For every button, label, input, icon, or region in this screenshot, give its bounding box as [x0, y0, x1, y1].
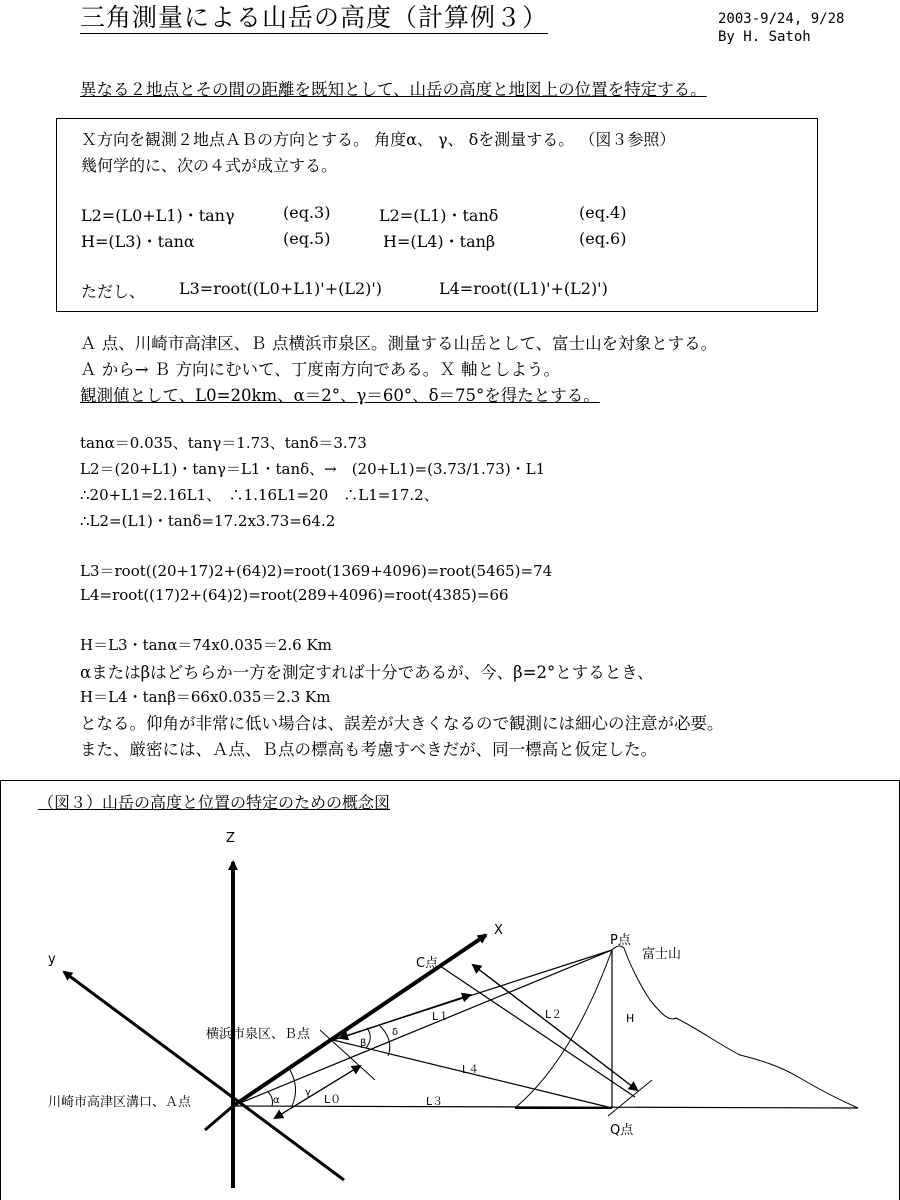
calc-line-10: となる。仰角が非常に低い場合は、誤差が大きくなるので観測には細心の注意が必要。 — [80, 714, 724, 733]
date-text: 2003-9/24, 9/28 — [718, 11, 845, 27]
calc-line-6: L4=root((17)2+(64)2)=root(289+4096)=root(4385)=66 — [80, 586, 509, 604]
eq-5: H=(L3)・tanα — [81, 232, 195, 251]
paragraph-direction: Ａ から→ Ｂ 方向にむいて、丁度南方向である。Ｘ 軸としよう。 — [80, 360, 560, 379]
angle-gamma-arc — [290, 1070, 296, 1106]
l0-label: L０ — [324, 1093, 342, 1106]
angle-beta-arc — [366, 1028, 370, 1048]
eq-6-tag: (eq.6) — [579, 229, 627, 248]
point-b-label: 横浜市泉区、Ｂ点 — [206, 1027, 311, 1042]
calc-line-3: ∴20+L1=2.16L1、 ∴1.16L1=20 ∴L1=17.2、 — [80, 486, 439, 504]
eq-4-tag: (eq.4) — [579, 203, 627, 222]
y-axis — [64, 972, 344, 1180]
point-p-label: P点 — [610, 933, 631, 948]
delta-label: δ — [392, 1027, 399, 1038]
eq-4: L2=(L1)・tanδ — [379, 206, 499, 225]
angle-alpha-arc — [268, 1092, 273, 1106]
y-axis-label: y — [48, 952, 56, 967]
mount-fuji-profile — [515, 946, 858, 1108]
alpha-label: α — [273, 1095, 280, 1106]
condition-l3: L3=root((L0+L1)'+(L2)') — [179, 279, 383, 298]
box-line-1: Ｘ方向を観測２地点ＡＢの方向とする。 角度α、 γ、 δを測量する。 （図３参照） — [81, 130, 676, 149]
eq-3: L2=(L0+L1)・tanγ — [81, 206, 235, 225]
point-a-label: 川崎市高津区溝口、Ａ点 — [48, 1095, 192, 1110]
calc-line-5: L3＝root((20+17)2+(64)2)=root(1369+4096)=root(5465)=74 — [80, 562, 553, 580]
condition-label: ただし、 — [81, 282, 146, 301]
gamma-label: γ — [305, 1087, 311, 1098]
point-c-label: C点 — [416, 956, 439, 971]
z-axis-label: Z — [226, 831, 235, 846]
eq-3-tag: (eq.3) — [283, 203, 331, 222]
eq-5-tag: (eq.5) — [283, 229, 331, 248]
point-q-label: Q点 — [610, 1123, 634, 1138]
l2-line — [440, 966, 635, 1097]
calc-line-1: tanα＝0.035、tanγ＝1.73、tanδ＝3.73 — [80, 434, 367, 452]
page-title: 三角測量による山岳の高度（計算例３） — [80, 3, 549, 32]
h-label: H — [626, 1012, 635, 1025]
l2-label: L２ — [545, 1008, 563, 1021]
mount-fuji-label: 富士山 — [642, 947, 682, 962]
paragraph-points: Ａ 点、川崎市高津区、Ｂ 点横浜市泉区。測量する山岳として、富士山を対象とする。 — [80, 334, 718, 353]
calc-line-4: ∴L2=(L1)・tanδ=17.2x3.73=64.2 — [80, 512, 336, 530]
figure-title: （図３）山岳の高度と位置の特定のための概念図 — [38, 793, 391, 812]
author-text: By H. Satoh — [718, 29, 811, 45]
eq-6: H=(L4)・tanβ — [383, 232, 496, 251]
box-line-2: 幾何学的に、次の４式が成立する。 — [81, 156, 338, 175]
intro-statement: 異なる２地点とその間の距離を既知として、山岳の高度と地図上の位置を特定する。 — [80, 80, 707, 99]
calc-line-9: H＝L4・tanβ＝66x0.035＝2.3 Km — [80, 688, 331, 706]
calc-line-8: αまたはβはどちらか一方を測定すれば十分であるが、今、β=2°とするとき、 — [80, 663, 654, 682]
calc-line-11: また、厳密には、Ａ点、Ｂ点の標高も考慮すべきだが、同一標高と仮定した。 — [80, 740, 658, 759]
l3-label: L３ — [426, 1095, 444, 1108]
condition-l4: L4=root((L1)'+(L2)') — [439, 279, 608, 298]
l4-label: L４ — [462, 1063, 480, 1076]
beta-label: β — [360, 1038, 367, 1049]
paragraph-observations: 観測値として、L0=20km、α＝2°、γ＝60°、δ＝75°を得たとする。 — [80, 386, 600, 405]
calc-line-7: H＝L3・tanα＝74x0.035＝2.6 Km — [80, 636, 332, 654]
calc-line-2: L2＝(20+L1)・tanγ＝L1・tanδ、→ (20+L1)=(3.73/1.73)・L1 — [80, 460, 546, 478]
l1-label: L１ — [432, 1010, 450, 1023]
x-axis-label: X — [494, 923, 503, 938]
